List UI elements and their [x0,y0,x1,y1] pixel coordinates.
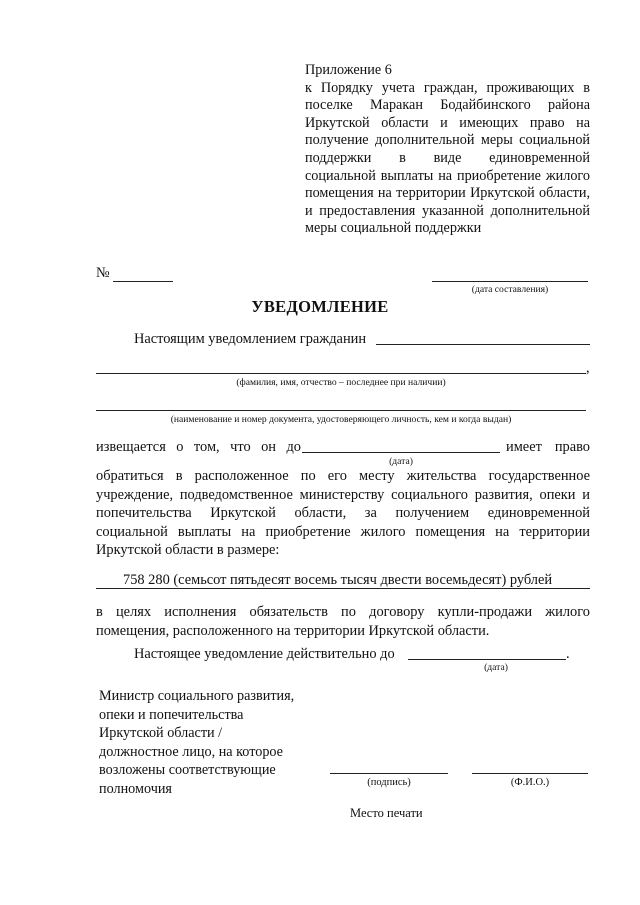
number-label: № [96,265,110,281]
notify-date-caption: (дата) [389,456,413,467]
signature-line [330,773,448,774]
id-document-caption: (наименование и номер документа, удостоверяющего личность, кем и когда выдан) [170,414,512,425]
signatory-line: Министр социального развития, [99,688,295,704]
body-line: обратиться в расположенное по его месту жительства государственное [96,468,590,484]
signatory-line: Иркутской области / [99,725,223,742]
signatory-line: опеки и попечительства [99,706,244,723]
notify-text: извещается о том, что он до [96,439,301,455]
id-document-line [96,410,586,411]
annex-title: Приложение 6 [305,62,392,78]
amount-text: 758 280 (семьсот пятьдесят восемь тысяч двести восемьдесят) рублей [123,572,553,588]
name-line [472,773,588,774]
signature-caption: (подпись) [367,777,411,788]
annex-header [305,62,590,238]
number-line [113,281,173,282]
purpose-line-last: помещения, расположенного на территории Иркутской области. [96,622,490,639]
signatory-line: должностное лицо, на которое [99,743,283,760]
date-line [432,281,588,282]
amount-line [96,588,590,589]
validity-text: Настоящее уведомление действительно до [134,646,395,662]
body-line: социальной выплаты на приобретение жилого помещения на территории [96,523,590,540]
citizen-line [376,344,590,345]
document-heading: УВЕДОМЛЕНИЕ [251,297,389,316]
body-paragraph [96,467,590,560]
stamp-place: Место печати [350,806,423,820]
fio-line [96,373,586,374]
notify-right-text: имеет право [506,439,590,455]
name-caption: (Ф.И.О.) [510,777,550,788]
signatory-line: возложены соответствующие [99,762,276,779]
body-line: учреждение, подведомственное министерству социального развития, опеки и [96,486,590,503]
validity-date-caption: (дата) [484,662,508,673]
body-line-last: Иркутской области в размере: [96,542,280,559]
fio-comma: , [586,360,590,376]
validity-date-line [408,659,566,660]
fio-caption: (фамилия, имя, отчество – последнее при наличии) [236,377,446,388]
body-line: попечительства Иркутской области, за получением единовременной [96,505,590,522]
intro-text: Настоящим уведомлением гражданин [134,331,367,347]
validity-period: . [566,646,570,662]
date-caption: (дата составления) [471,284,549,295]
purpose-paragraph [96,603,590,640]
notify-date-line [302,452,500,453]
signatory-line: полномочия [99,780,172,797]
purpose-line: в целях исполнения обязательств по договору купли-продажи жилого [96,604,590,620]
signatory-block [99,687,319,799]
annex-body: к Порядку учета граждан, проживающих в поселке Маракан Бодайбинского района Иркутской области и имеющих право на получение дополнительной меры социальной поддержки в виде единовременной социальной выплаты на приобретение жилого помещения на территории Иркутской области, и предоставления указанной дополнительной меры социальной поддержки [305,79,590,237]
